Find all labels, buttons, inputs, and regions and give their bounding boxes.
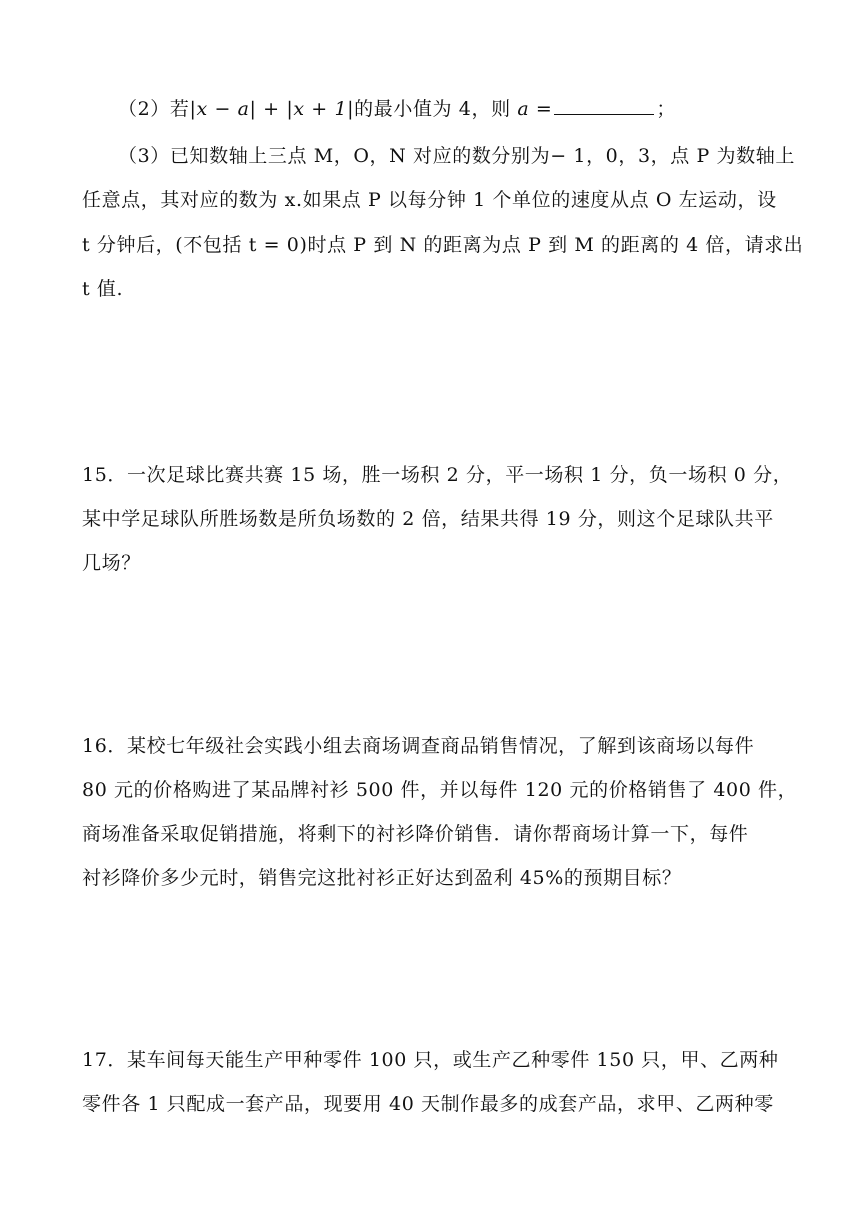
- q16-line-3: 商场准备采取促销措施，将剩下的衬衫降价销售．请你帮商场计算一下，每件: [82, 823, 749, 845]
- q16-line-2: 80 元的价格购进了某品牌衬衫 500 件，并以每件 120 元的价格销售了 400 件，: [82, 779, 798, 801]
- q15-line-3: 几场？: [82, 552, 141, 574]
- q14-part2-suffix: ；: [656, 98, 677, 120]
- q14-part3-line-4: t 值.: [82, 278, 124, 300]
- q17-line-2: 零件各 1 只配成一套产品，现要用 40 天制作最多的成套产品，求甲、乙两种零: [82, 1093, 774, 1115]
- answer-blank[interactable]: [554, 96, 654, 115]
- q14-part2-middle: 的最小值为 4，则: [354, 98, 518, 120]
- q14-part2-prefix: （2）若: [118, 98, 190, 120]
- q16-line-4: 衬衫降价多少元时，销售完这批衬衫正好达到盈利 45%的预期目标？: [82, 867, 682, 889]
- q14-part2-answer-var: a =: [517, 98, 553, 120]
- q14-part2-line: [118, 96, 818, 121]
- q15-line-2: 某中学足球队所胜场数是所负场数的 2 倍，结果共得 19 分，则这个足球队共平: [82, 508, 774, 530]
- q14-part3-line-1: （3）已知数轴上三点 M，O，N 对应的数分别为− 1，0，3，点 P 为数轴上: [118, 145, 795, 167]
- q16-line-1: 16．某校七年级社会实践小组去商场调查商品销售情况，了解到该商场以每件: [82, 735, 755, 757]
- q14-part2-expression: |x − a| + |x + 1|: [189, 98, 355, 120]
- q14-part3-line-3: t 分钟后，(不包括 t = 0)时点 P 到 N 的距离为点 P 到 M 的距离的 4 倍，请求出: [82, 234, 804, 256]
- q14-part3-line-2: 任意点，其对应的数为 x.如果点 P 以每分钟 1 个单位的速度从点 O 左运动，设: [82, 189, 777, 211]
- q17-line-1: 17．某车间每天能生产甲种零件 100 只，或生产乙种零件 150 只，甲、乙两种: [82, 1049, 779, 1071]
- q15-line-1: 15．一次足球比赛共赛 15 场，胜一场积 2 分，平一场积 1 分，负一场积 0 分，: [82, 464, 793, 486]
